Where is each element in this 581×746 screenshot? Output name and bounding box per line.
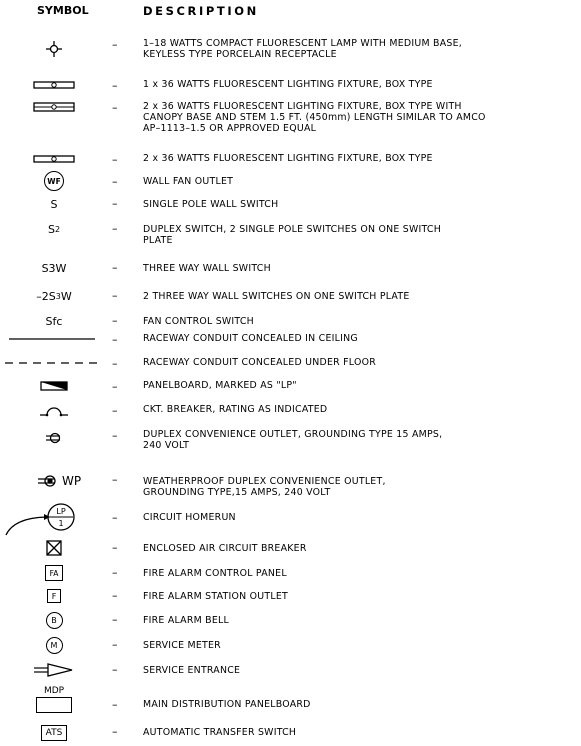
row-description: CKT. BREAKER, RATING AS INDICATED [143, 404, 328, 415]
fluorescent-fixture-1x36-symbol [8, 79, 100, 91]
circuit-homerun-symbol [4, 502, 100, 538]
row-dash: – [112, 289, 118, 302]
duplex-switch-symbol: S 2 [47, 222, 61, 236]
weatherproof-outlet-symbol [8, 473, 100, 489]
row-dash: – [112, 613, 118, 626]
row-description: 1 x 36 WATTS FLUORESCENT LIGHTING FIXTURE, BOX TYPE [143, 79, 433, 90]
row-dash: – [112, 357, 118, 370]
row-description: SERVICE ENTRANCE [143, 665, 241, 676]
fire-alarm-bell-symbol [8, 611, 100, 629]
row-dash: – [112, 380, 118, 393]
enclosed-air-breaker-symbol [8, 540, 100, 556]
row-dash: – [112, 511, 118, 524]
row-description: SINGLE POLE WALL SWITCH [143, 199, 279, 210]
two-three-way-switches-symbol: –2S 3 W [36, 289, 72, 303]
compact-fluorescent-lamp-symbol [8, 41, 100, 57]
wall-fan-circle: WF [44, 171, 64, 191]
row-dash: – [112, 101, 118, 114]
row-description: DUPLEX CONVENIENCE OUTLET, GROUNDING TYPE 15 AMPS, 240 VOLT [143, 429, 443, 451]
service-meter-symbol [8, 636, 100, 654]
row-dash: – [112, 197, 118, 210]
main-distribution-panel-symbol [8, 686, 100, 714]
row-dash: – [112, 698, 118, 711]
single-pole-switch-symbol: S [50, 197, 58, 211]
homerun-panel-label: LP [56, 507, 66, 516]
homerun-circuit-number: 1 [58, 519, 64, 528]
row-dash: – [112, 473, 118, 486]
row-description: ENCLOSED AIR CIRCUIT BREAKER [143, 543, 307, 554]
row-description: MAIN DISTRIBUTION PANELBOARD [143, 699, 311, 710]
row-description: SERVICE METER [143, 640, 221, 651]
fire-alarm-station-box: F [47, 589, 61, 603]
row-description: THREE WAY WALL SWITCH [143, 263, 271, 274]
circuit-breaker-symbol [8, 404, 100, 418]
row-dash: – [112, 663, 118, 676]
automatic-transfer-switch-symbol [8, 724, 100, 742]
row-dash: – [112, 153, 118, 166]
fluorescent-fixture-2x36-stem-symbol [8, 101, 100, 113]
fire-alarm-bell-circle: B [46, 612, 63, 629]
fan-control-switch-symbol: Sfc [45, 314, 63, 328]
fire-alarm-panel-symbol [8, 565, 100, 581]
fire-alarm-panel-box: FA [45, 565, 63, 581]
description-column-header: DESCRIPTION [143, 4, 259, 18]
panelboard-symbol [8, 380, 100, 392]
row-description: 2 x 36 WATTS FLUORESCENT LIGHTING FIXTURE, BOX TYPE WITH CANOPY BASE AND STEM 1.5 FT. (450mm) LENGTH SIMILAR TO AMCO AP–1113–1.5 OR APPROVED EQUAL [143, 101, 486, 134]
row-description: WEATHERPROOF DUPLEX CONVENIENCE OUTLET, GROUNDING TYPE,15 AMPS, 240 VOLT [143, 476, 386, 498]
row-description: FIRE ALARM BELL [143, 615, 229, 626]
row-dash: – [112, 333, 118, 346]
row-dash: – [112, 589, 118, 602]
row-dash: – [112, 38, 118, 51]
row-description: DUPLEX SWITCH, 2 SINGLE POLE SWITCHES ON ONE SWITCH PLATE [143, 224, 442, 246]
row-dash: – [112, 175, 118, 188]
row-dash: – [112, 725, 118, 738]
row-description: FIRE ALARM STATION OUTLET [143, 591, 289, 602]
ats-box: ATS [41, 725, 68, 741]
row-dash: – [112, 404, 118, 417]
row-dash: – [112, 541, 118, 554]
row-description: WALL FAN OUTLET [143, 176, 234, 187]
duplex-outlet-symbol [8, 431, 100, 445]
row-description: 2 THREE WAY WALL SWITCHES ON ONE SWITCH PLATE [143, 291, 410, 302]
mdp-box [36, 697, 72, 713]
fluorescent-fixture-2x36-symbol [8, 153, 100, 165]
row-description: RACEWAY CONDUIT CONCEALED IN CEILING [143, 333, 358, 344]
mdp-label: MDP [43, 686, 65, 696]
row-description: PANELBOARD, MARKED AS "LP" [143, 380, 297, 391]
row-description: RACEWAY CONDUIT CONCEALED UNDER FLOOR [143, 357, 376, 368]
weatherproof-label: WP [62, 474, 82, 488]
service-meter-circle: M [46, 637, 63, 654]
row-description: 2 x 36 WATTS FLUORESCENT LIGHTING FIXTURE, BOX TYPE [143, 153, 433, 164]
three-way-switch-symbol: S3W [41, 261, 67, 275]
row-dash: – [112, 79, 118, 92]
row-description: AUTOMATIC TRANSFER SWITCH [143, 727, 297, 738]
row-dash: – [112, 638, 118, 651]
symbol-column-header: SYMBOL [37, 4, 89, 17]
row-dash: – [112, 314, 118, 327]
fire-alarm-station-symbol [8, 588, 100, 604]
service-entrance-symbol [8, 662, 100, 678]
row-description: CIRCUIT HOMERUN [143, 512, 236, 523]
row-description: FAN CONTROL SWITCH [143, 316, 254, 327]
conduit-floor-dashed-line-symbol [4, 357, 100, 369]
row-description: FIRE ALARM CONTROL PANEL [143, 568, 287, 579]
row-dash: – [112, 261, 118, 274]
wall-fan-outlet-symbol [8, 170, 100, 192]
conduit-ceiling-line-symbol [6, 333, 98, 345]
row-dash: – [112, 429, 118, 442]
row-dash: – [112, 566, 118, 579]
row-dash: – [112, 222, 118, 235]
row-description: 1–18 WATTS COMPACT FLUORESCENT LAMP WITH MEDIUM BASE, KEYLESS TYPE PORCELAIN RECEPTACLE [143, 38, 462, 60]
